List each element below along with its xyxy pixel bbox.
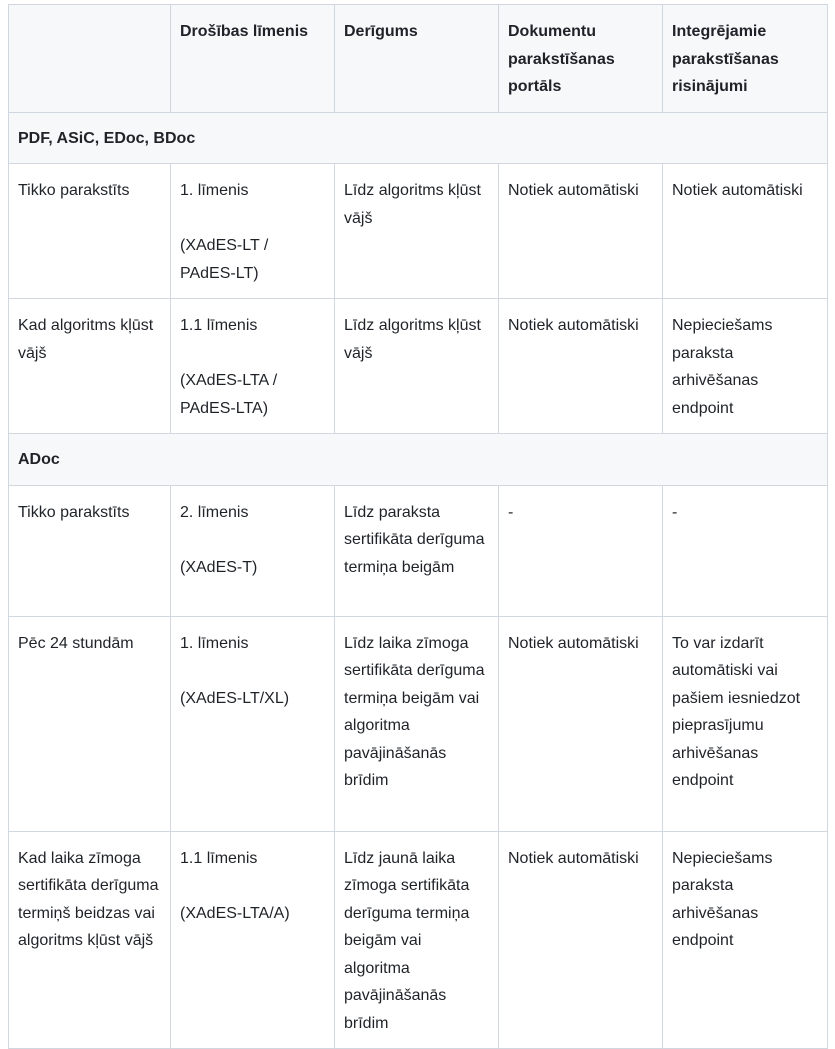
table-body xyxy=(9,112,828,1049)
table-row xyxy=(9,616,828,831)
section-title: PDF, ASiC, EDoc, BDoc xyxy=(9,112,828,164)
stage-cell: Kad algoritms kļūst vājš xyxy=(9,299,171,434)
level-name: 1.1 līmenis xyxy=(180,849,258,867)
signature-levels-table xyxy=(8,4,828,1049)
signature-levels-table-wrapper xyxy=(8,4,828,1049)
stage-cell: Tikko parakstīts xyxy=(9,485,171,616)
header-validity: Derīgums xyxy=(335,5,499,113)
level-name: 1. līmenis xyxy=(180,634,249,652)
security-level-cell xyxy=(171,831,335,1049)
portal-cell: Notiek automātiski xyxy=(499,831,663,1049)
security-level-cell xyxy=(171,616,335,831)
validity-cell: Līdz paraksta sertifikāta derīguma termiņa beigām xyxy=(335,485,499,616)
validity-cell: Līdz laika zīmoga sertifikāta derīguma termiņa beigām vai algoritma pavājināšanās brīdim xyxy=(335,616,499,831)
validity-cell: Līdz jaunā laika zīmoga sertifikāta derīguma termiņa beigām vai algoritma pavājināšanās brīdim xyxy=(335,831,499,1049)
validity-cell: Līdz algoritms kļūst vājš xyxy=(335,299,499,434)
header-row xyxy=(9,5,828,113)
integrated-cell: Nepieciešams paraksta arhivēšanas endpoint xyxy=(663,831,828,1049)
table-row xyxy=(9,164,828,299)
table-row xyxy=(9,831,828,1049)
security-level-cell xyxy=(171,164,335,299)
security-level-cell xyxy=(171,485,335,616)
header-integrated-solutions: Integrējamie parakstīšanas risinājumi xyxy=(663,5,828,113)
header-security-level: Drošības līmenis xyxy=(171,5,335,113)
stage-cell: Tikko parakstīts xyxy=(9,164,171,299)
section-row-adoc xyxy=(9,434,828,486)
level-name: 2. līmenis xyxy=(180,503,249,521)
integrated-cell: - xyxy=(663,485,828,616)
level-format: (XAdES-LTA / PAdES-LTA) xyxy=(180,372,278,417)
level-name: 1. līmenis xyxy=(180,182,249,199)
portal-cell: - xyxy=(499,485,663,616)
level-format: (XAdES-LT / PAdES-LT) xyxy=(180,237,269,282)
table-header xyxy=(9,5,828,113)
portal-cell: Notiek automātiski xyxy=(499,299,663,434)
stage-cell: Pēc 24 stundām xyxy=(9,616,171,831)
section-row-pdf-asic-edoc-bdoc xyxy=(9,112,828,164)
table-row xyxy=(9,299,828,434)
integrated-cell: To var izdarīt automātiski vai pašiem iesniedzot pieprasījumu arhivēšanas endpoint xyxy=(663,616,828,831)
integrated-cell: Nepieciešams paraksta arhivēšanas endpoint xyxy=(663,299,828,434)
integrated-cell: Notiek automātiski xyxy=(663,164,828,299)
portal-cell: Notiek automātiski xyxy=(499,616,663,831)
level-format: (XAdES-LTA/A) xyxy=(180,904,290,922)
portal-cell: Notiek automātiski xyxy=(499,164,663,299)
security-level-cell xyxy=(171,299,335,434)
header-signing-portal: Dokumentu parakstīšanas portāls xyxy=(499,5,663,113)
validity-cell: Līdz algoritms kļūst vājš xyxy=(335,164,499,299)
section-title: ADoc xyxy=(9,434,828,486)
header-stage xyxy=(9,5,171,113)
level-name: 1.1 līmenis xyxy=(180,317,258,334)
level-format: (XAdES-T) xyxy=(180,558,258,576)
level-format: (XAdES-LT/XL) xyxy=(180,689,290,707)
table-row xyxy=(9,485,828,616)
stage-cell: Kad laika zīmoga sertifikāta derīguma termiņš beidzas vai algoritms kļūst vājš xyxy=(9,831,171,1049)
